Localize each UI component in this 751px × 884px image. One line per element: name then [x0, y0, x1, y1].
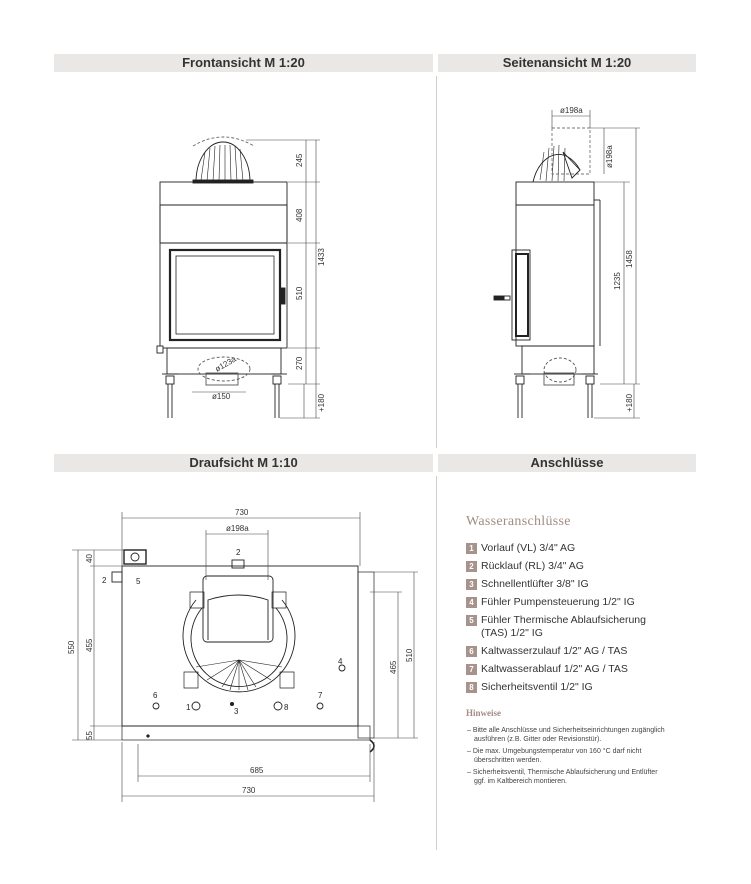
top-dim-455: 455	[85, 638, 94, 652]
top-view-drawing	[112, 550, 374, 752]
item-number-badge: 6	[466, 646, 477, 657]
item-text: Vorlauf (VL) 3/4" AG	[481, 542, 576, 554]
hinweis-note: – Bitte alle Anschlüsse und Sicherheitseinrichtungen zugänglich ausführen (z.B. Gitter oder Revisionstür).	[467, 727, 665, 743]
front-dim-408: 408	[295, 208, 304, 222]
top-label-5: 5	[136, 577, 141, 586]
wasser-item	[466, 645, 736, 658]
front-dim-270: 270	[295, 356, 304, 370]
top-label-7: 7	[318, 691, 323, 700]
front-dim-phi150: ø150	[212, 392, 231, 401]
front-dim-1433: 1433	[317, 248, 326, 266]
wasser-item	[466, 596, 736, 609]
top-label-2: 2	[236, 548, 241, 557]
item-number-badge: 5	[466, 615, 477, 626]
top-label-6: 6	[153, 691, 158, 700]
hinweise-title: Hinweise	[466, 708, 501, 718]
connections-panel	[466, 514, 736, 789]
hinweis-note: – Die max. Umgebungstemperatur von 160 °C darf nicht überschritten werden.	[467, 748, 642, 764]
item-number-badge: 8	[466, 682, 477, 693]
top-dim-40: 40	[85, 554, 94, 563]
side-dim-phi198-top: ø198a	[560, 106, 583, 115]
wasser-item	[466, 578, 736, 591]
wasser-item	[466, 542, 736, 555]
top-dim-55: 55	[85, 731, 94, 740]
front-view-drawing	[157, 137, 287, 418]
item-text: Rücklauf (RL) 3/4" AG	[481, 560, 584, 572]
item-text: Fühler Thermische Ablaufsicherung (TAS) 1/2" IG	[481, 614, 646, 639]
front-body	[160, 182, 287, 348]
top-dim-730-top: 730	[235, 508, 249, 517]
item-text: Schnellentlüfter 3/8" IG	[481, 578, 589, 590]
top-dim-510: 510	[405, 648, 414, 662]
wasser-item	[466, 681, 736, 694]
front-dim-510: 510	[295, 286, 304, 300]
top-label-2b: 2	[102, 576, 107, 585]
top-label-3: 3	[234, 707, 239, 716]
wasser-title: Wasseranschlüsse	[466, 514, 571, 529]
wasser-item	[466, 560, 736, 573]
side-dim-180: +180	[625, 393, 634, 412]
header-connections: Anschlüsse	[438, 454, 696, 472]
front-flue-dome	[196, 142, 250, 182]
wasser-item	[466, 663, 736, 676]
header-front-view: Frontansicht M 1:20	[54, 54, 433, 72]
item-number-badge: 1	[466, 543, 477, 554]
top-body	[122, 566, 358, 726]
side-dim-1458: 1458	[625, 250, 634, 268]
hinweis-note: – Sicherheitsventil, Thermische Ablaufsicherung und Entlüfter ggf. im Kaltbereich montieren.	[467, 769, 658, 785]
top-label-8: 8	[284, 703, 289, 712]
top-label-1: 1	[186, 703, 191, 712]
top-dim-phi198: ø198a	[226, 524, 249, 533]
top-dim-685: 685	[250, 766, 264, 775]
item-number-badge: 4	[466, 597, 477, 608]
side-view-drawing	[494, 128, 600, 418]
top-dim-550: 550	[67, 640, 76, 654]
front-dim-245: 245	[295, 153, 304, 167]
top-dim-465: 465	[389, 660, 398, 674]
item-text: Kaltwasserablauf 1/2" AG / TAS	[481, 663, 628, 675]
top-dim-730-bottom: 730	[242, 786, 256, 795]
item-number-badge: 2	[466, 561, 477, 572]
item-number-badge: 7	[466, 664, 477, 675]
side-dim-1235: 1235	[613, 272, 622, 290]
header-side-view: Seitenansicht M 1:20	[438, 54, 696, 72]
wasser-item	[466, 614, 736, 640]
front-dim-180: +180	[317, 393, 326, 412]
item-text: Sicherheitsventil 1/2" IG	[481, 681, 593, 693]
header-top-view: Draufsicht M 1:10	[54, 454, 433, 472]
item-text: Fühler Pumpensteuerung 1/2" IG	[481, 596, 635, 608]
side-base	[522, 346, 594, 374]
top-label-4: 4	[338, 657, 343, 666]
front-dim-phi123: ø123a	[213, 354, 238, 374]
item-text: Kaltwasserzulauf 1/2" AG / TAS	[481, 645, 628, 657]
side-dim-phi198-right: ø198a	[605, 145, 614, 168]
item-number-badge: 3	[466, 579, 477, 590]
front-door	[170, 250, 280, 340]
